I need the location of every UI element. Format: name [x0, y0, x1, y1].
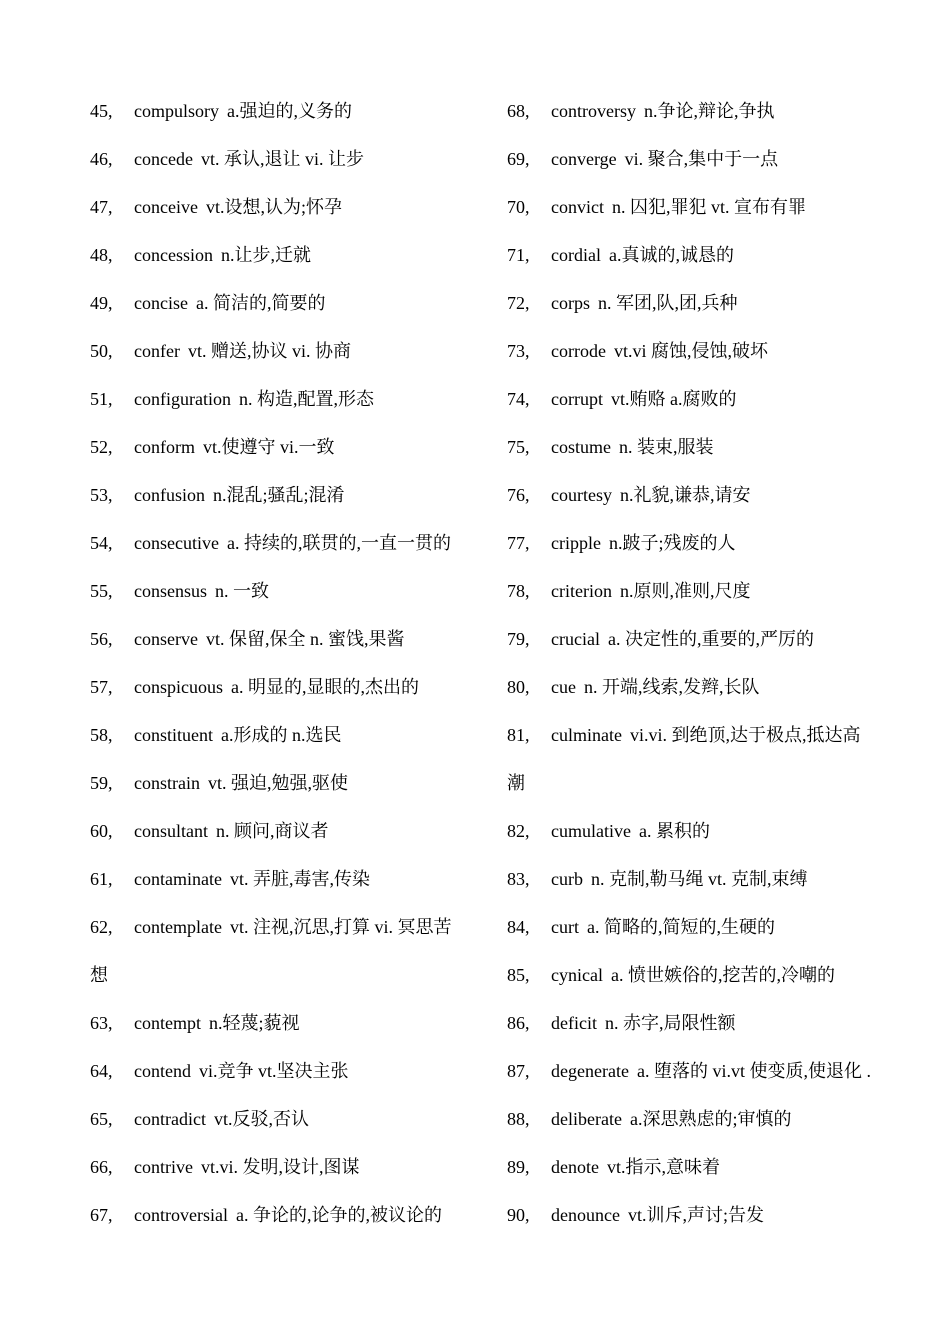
entry-word: curb: [551, 869, 583, 889]
entry-word: criterion: [551, 581, 612, 601]
entry-definition: n.混乱;骚乱;混淆: [213, 485, 345, 505]
left-column: [90, 99, 500, 1251]
vocab-entry: [507, 963, 907, 987]
entry-number: 64,: [90, 1061, 113, 1081]
entry-definition: n. 克制,勒马绳 vt. 克制,束缚: [590, 869, 808, 889]
entry-definition: n. 军团,队,团,兵种: [598, 293, 738, 313]
entry-number: 58,: [90, 725, 113, 745]
entry-number: 57,: [90, 677, 113, 697]
entry-word: curt: [551, 917, 579, 937]
vocab-entry: [90, 483, 500, 507]
entry-definition: vi.竞争 vt.坚决主张: [198, 1061, 349, 1081]
vocab-entry: [507, 723, 907, 793]
entry-definition: vt. 强迫,勉强,驱使: [207, 773, 348, 793]
entry-word: cripple: [551, 533, 601, 553]
vocab-entry: [90, 1203, 500, 1227]
entry-definition: a. 简略的,简短的,生硬的: [586, 917, 775, 937]
entry-definition: n. 赤字,局限性额: [604, 1013, 736, 1033]
entry-number: 90,: [507, 1205, 530, 1225]
entry-number: 65,: [90, 1109, 113, 1129]
entry-number: 84,: [507, 917, 530, 937]
entry-definition: a.深思熟虑的;审慎的: [629, 1109, 792, 1129]
entry-word: consultant: [134, 821, 208, 841]
entry-number: 61,: [90, 869, 113, 889]
entry-definition: n. 囚犯,罪犯 vt. 宣布有罪: [611, 197, 806, 217]
entry-word: deliberate: [551, 1109, 622, 1129]
entry-number: 51,: [90, 389, 113, 409]
entry-number: 54,: [90, 533, 113, 553]
entry-definition: a. 明显的,显眼的,杰出的: [231, 677, 419, 697]
entry-word: contempt: [134, 1013, 201, 1033]
entry-number: 52,: [90, 437, 113, 457]
entry-word: configuration: [134, 389, 231, 409]
entry-word: contend: [134, 1061, 191, 1081]
vocab-entry: [507, 531, 907, 555]
entry-definition: vt. 赠送,协议 vi. 协商: [187, 341, 351, 361]
vocab-entry: [90, 1059, 500, 1083]
entry-number: 75,: [507, 437, 530, 457]
entry-number: 49,: [90, 293, 113, 313]
entry-word: conserve: [134, 629, 198, 649]
entry-word: conform: [134, 437, 195, 457]
vocab-entry: [507, 99, 907, 123]
entry-definition: vi.vi. 到绝顶,达于极点,抵达高: [629, 725, 861, 745]
entry-definition: a.形成的 n.选民: [221, 725, 342, 745]
entry-word: cue: [551, 677, 576, 697]
entry-definition: a.强迫的,义务的: [227, 101, 352, 121]
entry-number: 70,: [507, 197, 530, 217]
entry-number: 86,: [507, 1013, 530, 1033]
entry-word: costume: [551, 437, 611, 457]
vocab-entry: [507, 1011, 907, 1035]
entry-word: concise: [134, 293, 188, 313]
entry-word: corrode: [551, 341, 606, 361]
entry-word: culminate: [551, 725, 622, 745]
entry-number: 59,: [90, 773, 113, 793]
entry-number: 53,: [90, 485, 113, 505]
entry-definition: n.争论,辩论,争执: [643, 101, 775, 121]
entry-word: contradict: [134, 1109, 206, 1129]
vocab-entry: [90, 1107, 500, 1131]
vocab-entry: [90, 579, 500, 603]
right-column: [507, 99, 907, 1251]
entry-definition: a. 堕落的 vi.vt 使变质,使退化 .: [636, 1061, 871, 1081]
entry-number: 66,: [90, 1157, 113, 1177]
entry-number: 85,: [507, 965, 530, 985]
entry-word: consensus: [134, 581, 207, 601]
entry-number: 50,: [90, 341, 113, 361]
vocab-entry: [507, 1155, 907, 1179]
entry-number: 48,: [90, 245, 113, 265]
entry-definition: a. 决定性的,重要的,严厉的: [607, 629, 814, 649]
entry-definition: n. 开端,线索,发辫,长队: [583, 677, 760, 697]
entry-definition: vt.贿赂 a.腐败的: [610, 389, 737, 409]
vocab-entry: [507, 387, 907, 411]
vocab-entry: [507, 291, 907, 315]
entry-word: concede: [134, 149, 193, 169]
entry-number: 82,: [507, 821, 530, 841]
vocab-entry: [90, 291, 500, 315]
entry-definition: vt.训斥,声讨;告发: [627, 1205, 764, 1225]
entry-number: 76,: [507, 485, 530, 505]
entry-definition: vt.vi. 发明,设计,图谋: [200, 1157, 360, 1177]
entry-word: controversial: [134, 1205, 228, 1225]
entry-number: 81,: [507, 725, 530, 745]
entry-number: 60,: [90, 821, 113, 841]
entry-word: cynical: [551, 965, 603, 985]
vocab-entry: [90, 771, 500, 795]
entry-definition: vt. 弄脏,毒害,传染: [229, 869, 370, 889]
entry-number: 71,: [507, 245, 530, 265]
entry-number: 88,: [507, 1109, 530, 1129]
vocab-entry: [90, 195, 500, 219]
entry-definition: vt. 注视,沉思,打算 vi. 冥思苦: [229, 917, 452, 937]
entry-word: compulsory: [134, 101, 219, 121]
vocab-entry: [507, 1203, 907, 1227]
entry-word: converge: [551, 149, 617, 169]
entry-number: 69,: [507, 149, 530, 169]
vocab-entry: [507, 339, 907, 363]
vocab-entry: [507, 1059, 907, 1083]
vocab-entry: [507, 579, 907, 603]
entry-definition: n. 顾问,商议者: [216, 821, 329, 841]
entry-definition: a. 持续的,联贯的,一直一贯的: [226, 533, 451, 553]
entry-definition: n. 一致: [215, 581, 269, 601]
entry-definition-continued: 想: [90, 965, 108, 985]
vocab-entry: [90, 243, 500, 267]
vocab-entry: [507, 915, 907, 939]
entry-word: consecutive: [134, 533, 219, 553]
entry-definition: vt.设想,认为;怀孕: [205, 197, 342, 217]
entry-number: 63,: [90, 1013, 113, 1033]
entry-definition: n.礼貌,谦恭,请安: [619, 485, 751, 505]
entry-number: 83,: [507, 869, 530, 889]
entry-number: 79,: [507, 629, 530, 649]
vocab-entry: [507, 819, 907, 843]
vocab-entry: [90, 1155, 500, 1179]
vocab-entry: [507, 483, 907, 507]
entry-word: contrive: [134, 1157, 193, 1177]
entry-word: denounce: [551, 1205, 620, 1225]
vocab-entry: [90, 435, 500, 459]
entry-number: 80,: [507, 677, 530, 697]
entry-definition: a. 愤世嫉俗的,挖苦的,冷嘲的: [610, 965, 835, 985]
vocab-entry: [90, 99, 500, 123]
vocab-entry: [90, 387, 500, 411]
vocab-entry: [90, 1011, 500, 1035]
entry-word: controversy: [551, 101, 636, 121]
entry-number: 46,: [90, 149, 113, 169]
entry-word: conspicuous: [134, 677, 223, 697]
vocab-entry: [90, 723, 500, 747]
vocab-entry: [507, 435, 907, 459]
entry-word: corps: [551, 293, 590, 313]
entry-word: conceive: [134, 197, 198, 217]
entry-word: convict: [551, 197, 604, 217]
vocab-entry: [507, 147, 907, 171]
entry-definition: a. 累积的: [638, 821, 710, 841]
entry-definition: vt. 保留,保全 n. 蜜饯,果酱: [205, 629, 405, 649]
entry-definition: vt.使遵守 vi.一致: [202, 437, 335, 457]
entry-word: crucial: [551, 629, 600, 649]
entry-word: deficit: [551, 1013, 597, 1033]
entry-word: confusion: [134, 485, 205, 505]
entry-definition: a. 争论的,论争的,被议论的: [235, 1205, 442, 1225]
entry-number: 74,: [507, 389, 530, 409]
vocab-entry: [507, 867, 907, 891]
vocab-entry: [90, 339, 500, 363]
entry-definition: vt.反驳,否认: [213, 1109, 309, 1129]
entry-word: courtesy: [551, 485, 612, 505]
entry-number: 62,: [90, 917, 113, 937]
entry-definition: n.轻蔑;藐视: [208, 1013, 300, 1033]
entry-number: 89,: [507, 1157, 530, 1177]
entry-word: contaminate: [134, 869, 222, 889]
entry-definition: n. 构造,配置,形态: [238, 389, 374, 409]
entry-definition: vt.vi 腐蚀,侵蚀,破坏: [613, 341, 768, 361]
entry-word: cordial: [551, 245, 601, 265]
entry-definition: vt.指示,意味着: [606, 1157, 720, 1177]
vocab-entry: [507, 627, 907, 651]
entry-definition: a. 简洁的,简要的: [195, 293, 326, 313]
entry-number: 56,: [90, 629, 113, 649]
entry-definition: n.让步,迁就: [220, 245, 311, 265]
entry-word: cumulative: [551, 821, 631, 841]
entry-word: denote: [551, 1157, 599, 1177]
vocab-entry: [90, 915, 500, 985]
entry-word: concession: [134, 245, 213, 265]
entry-number: 67,: [90, 1205, 113, 1225]
vocab-entry: [507, 675, 907, 699]
vocab-entry: [90, 147, 500, 171]
entry-number: 77,: [507, 533, 530, 553]
entry-number: 78,: [507, 581, 530, 601]
entry-number: 72,: [507, 293, 530, 313]
vocab-entry: [507, 243, 907, 267]
vocab-entry: [90, 675, 500, 699]
entry-word: corrupt: [551, 389, 603, 409]
vocab-entry: [507, 195, 907, 219]
entry-word: contemplate: [134, 917, 222, 937]
entry-number: 68,: [507, 101, 530, 121]
entry-number: 87,: [507, 1061, 530, 1081]
vocab-entry: [90, 867, 500, 891]
entry-definition: n.原则,准则,尺度: [619, 581, 751, 601]
entry-word: constituent: [134, 725, 213, 745]
entry-number: 47,: [90, 197, 113, 217]
entry-number: 73,: [507, 341, 530, 361]
vocab-entry: [90, 627, 500, 651]
entry-definition: n. 装束,服装: [619, 437, 714, 457]
vocab-entry: [90, 531, 500, 555]
entry-word: confer: [134, 341, 180, 361]
vocab-entry: [90, 819, 500, 843]
entry-definition: a.真诚的,诚恳的: [608, 245, 734, 265]
entry-number: 45,: [90, 101, 113, 121]
entry-definition: vt. 承认,退让 vi. 让步: [200, 149, 364, 169]
entry-definition: n.跛子;残废的人: [608, 533, 736, 553]
vocab-entry: [507, 1107, 907, 1131]
entry-definition-continued: 潮: [507, 773, 525, 793]
entry-number: 55,: [90, 581, 113, 601]
entry-definition: vi. 聚合,集中于一点: [624, 149, 779, 169]
entry-word: degenerate: [551, 1061, 629, 1081]
entry-word: constrain: [134, 773, 200, 793]
